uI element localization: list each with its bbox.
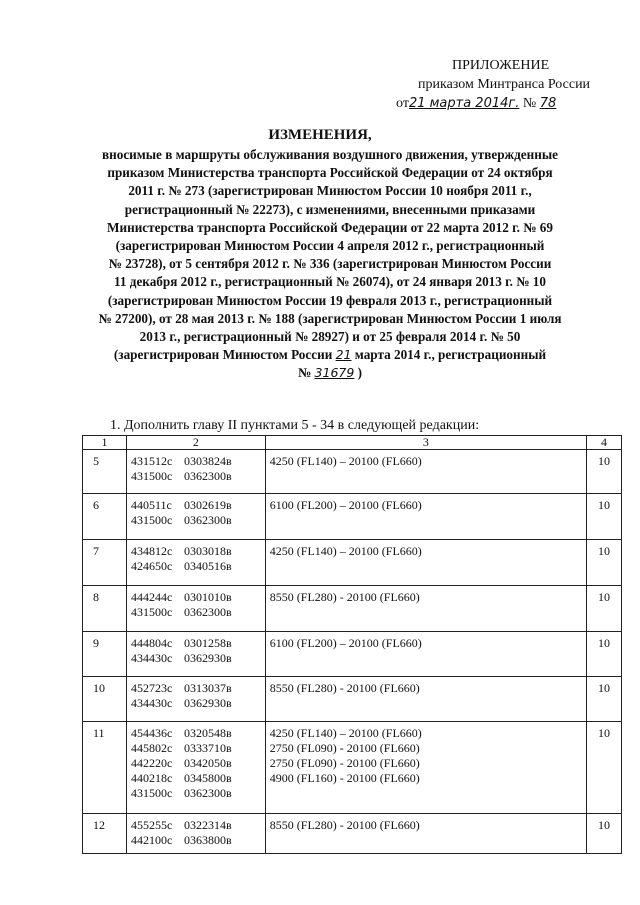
- header-col-4: 4: [587, 436, 622, 450]
- table-row: [83, 540, 622, 586]
- latitude: 424650с: [130, 559, 173, 573]
- longitude: 0301258в: [183, 636, 232, 650]
- subtitle-line: приказом Министерства транспорта Российской Федерации от 24 октября: [107, 165, 553, 181]
- route-point: [131, 786, 265, 801]
- handwritten-reg-number: 31679: [314, 365, 355, 381]
- date-prefix: от: [396, 96, 409, 111]
- row-number: 12: [83, 814, 127, 854]
- route-points-cell: [126, 540, 265, 586]
- route-point: [131, 605, 265, 620]
- longitude: 0342050в: [183, 756, 232, 770]
- route-width: 10: [587, 677, 622, 722]
- flight-levels-cell: [265, 586, 586, 632]
- route-point: [131, 833, 265, 848]
- flight-level: 6100 (FL200) – 20100 (FL660): [269, 636, 422, 650]
- longitude: 0362300в: [183, 469, 232, 483]
- number-prefix: №: [522, 96, 537, 111]
- flight-levels-cell: [265, 722, 586, 814]
- longitude: 0303824в: [183, 454, 232, 468]
- route-point: [131, 726, 265, 741]
- flight-levels-cell: [265, 450, 586, 494]
- row-number: 9: [83, 632, 127, 677]
- route-width: 10: [587, 722, 622, 814]
- latitude: 440218с: [130, 771, 173, 785]
- row-number: 10: [83, 677, 127, 722]
- header-col-2: 2: [126, 436, 265, 450]
- latitude: 442100с: [130, 833, 173, 847]
- subtitle-line: 11 декабря 2012 г., регистрационный № 26074), от 24 января 2013 г. № 10: [114, 274, 546, 290]
- route-point: [131, 756, 265, 771]
- row-number: 5: [83, 450, 127, 494]
- route-points-cell: [126, 494, 265, 540]
- route-point: [131, 454, 265, 469]
- longitude: 0362300в: [183, 786, 232, 800]
- subtitle-line: (зарегистрирован Минюстом России 4 апреля 2012 г., регистрационный: [115, 238, 545, 254]
- longitude: 0302619в: [183, 498, 232, 512]
- table-row: [83, 722, 622, 814]
- latitude: 431500с: [130, 513, 173, 527]
- route-points-cell: [126, 586, 265, 632]
- table-row: [83, 494, 622, 540]
- longitude: 0345800в: [183, 771, 232, 785]
- longitude: 0301010в: [183, 590, 232, 604]
- appendix-order-line: приказом Минтранса России: [418, 77, 591, 92]
- handwritten-date: 21 марта 2014г.: [408, 96, 520, 111]
- row-number: 11: [83, 722, 127, 814]
- route-point: [131, 590, 265, 605]
- route-point: [131, 469, 265, 484]
- route-width: 10: [587, 586, 622, 632]
- document-subtitle: [80, 146, 580, 383]
- subtitle-line: 2013 г., регистрационный № 28927) и от 25 февраля 2014 г. № 50: [139, 329, 521, 345]
- latitude: 434812с: [130, 544, 173, 558]
- header-col-1: 1: [83, 436, 127, 450]
- route-points-cell: [126, 722, 265, 814]
- subtitle-line-final: № 31679 ): [297, 365, 363, 381]
- latitude: 431500с: [130, 786, 173, 800]
- latitude: 442220с: [130, 756, 173, 770]
- flight-level: 6100 (FL200) – 20100 (FL660): [269, 498, 422, 512]
- route-point: [131, 771, 265, 786]
- route-point: [131, 696, 265, 711]
- route-point: [131, 544, 265, 559]
- route-width: 10: [587, 814, 622, 854]
- flight-level: 2750 (FL090) - 20100 (FL660): [269, 756, 420, 770]
- appendix-block: [396, 56, 591, 113]
- flight-level: 2750 (FL090) - 20100 (FL660): [269, 741, 420, 755]
- table-row: [83, 450, 622, 494]
- longitude: 0362930в: [183, 651, 232, 665]
- table-row: [83, 677, 622, 722]
- longitude: 0322314в: [183, 818, 232, 832]
- latitude: 452723с: [130, 681, 173, 695]
- latitude: 445802с: [130, 741, 173, 755]
- route-points-cell: [126, 632, 265, 677]
- flight-levels-cell: [265, 494, 586, 540]
- route-point: [131, 513, 265, 528]
- flight-level: 4250 (FL140) – 20100 (FL660): [269, 726, 422, 740]
- flight-levels-cell: [265, 632, 586, 677]
- flight-level: 4250 (FL140) – 20100 (FL660): [269, 454, 422, 468]
- route-point: [131, 651, 265, 666]
- subtitle-line: № 23728), от 5 сентября 2012 г. № 336 (зарегистрирован Минюстом России: [108, 256, 552, 272]
- item-heading: 1. Дополнить главу II пунктами 5 - 34 в следующей редакции:: [110, 418, 480, 433]
- subtitle-line: (зарегистрирован Минюстом России 19 февраля 2013 г., регистрационный: [107, 292, 553, 308]
- table-row: [83, 632, 622, 677]
- flight-levels-cell: [265, 814, 586, 854]
- route-points-cell: [126, 677, 265, 722]
- latitude: 431500с: [130, 469, 173, 483]
- handwritten-number: 78: [539, 96, 557, 111]
- document-title: ИЗМЕНЕНИЯ,: [268, 127, 372, 143]
- latitude: 431500с: [130, 605, 173, 619]
- row-number: 8: [83, 586, 127, 632]
- route-point: [131, 498, 265, 513]
- latitude: 454436с: [130, 726, 173, 740]
- subtitle-line: регистрационный № 22273), с изменениями, внесенными приказами: [124, 201, 536, 217]
- route-width: 10: [587, 632, 622, 677]
- latitude: 444804с: [130, 636, 173, 650]
- handwritten-day: 21: [335, 347, 352, 363]
- longitude: 0363800в: [183, 833, 232, 847]
- route-width: 10: [587, 540, 622, 586]
- row-number: 7: [83, 540, 127, 586]
- longitude: 0333710в: [183, 741, 232, 755]
- table-header-row: [83, 436, 622, 450]
- latitude: 444244с: [130, 590, 173, 604]
- table-row: [83, 586, 622, 632]
- longitude: 0340516в: [183, 559, 232, 573]
- flight-level: 4250 (FL140) – 20100 (FL660): [269, 544, 422, 558]
- route-point: [131, 559, 265, 574]
- latitude: 440511с: [130, 498, 172, 512]
- subtitle-line: 2011 г. № 273 (зарегистрирован Минюстом России 10 ноября 2011 г.,: [128, 183, 532, 199]
- flight-level: 4900 (FL160) - 20100 (FL660): [269, 771, 420, 785]
- latitude: 434430с: [130, 696, 173, 710]
- flight-level: 8550 (FL280) - 20100 (FL660): [269, 681, 420, 695]
- flight-levels-cell: [265, 540, 586, 586]
- route-point: [131, 681, 265, 696]
- route-width: 10: [587, 494, 622, 540]
- header-col-3: 3: [265, 436, 586, 450]
- flight-level: 8550 (FL280) - 20100 (FL660): [269, 818, 420, 832]
- subtitle-line: № 27200), от 28 мая 2013 г. № 188 (зарегистрирован Минюстом России 1 июля: [98, 310, 562, 326]
- table-row: [83, 814, 622, 854]
- latitude: 434430с: [130, 651, 173, 665]
- appendix-date-line: [396, 94, 590, 113]
- routes-table: [82, 435, 622, 854]
- longitude: 0362300в: [183, 605, 232, 619]
- route-point: [131, 818, 265, 833]
- longitude: 0362300в: [183, 513, 232, 527]
- subtitle-line: Министерства транспорта Российской Федерации от 22 марта 2012 г. № 69: [107, 219, 553, 235]
- subtitle-line-registration: (зарегистрирован Минюстом России 21 марта 2014 г., регистрационный: [113, 347, 547, 363]
- longitude: 0303018в: [183, 544, 232, 558]
- row-number: 6: [83, 494, 127, 540]
- route-point: [131, 741, 265, 756]
- subtitle-line: вносимые в маршруты обслуживания воздушного движения, утвержденные: [102, 147, 558, 162]
- appendix-title: ПРИЛОЖЕНИЕ: [452, 58, 550, 73]
- flight-levels-cell: [265, 677, 586, 722]
- latitude: 431512с: [130, 454, 173, 468]
- longitude: 0320548в: [183, 726, 232, 740]
- latitude: 455255с: [130, 818, 173, 832]
- route-width: 10: [587, 450, 622, 494]
- longitude: 0362930в: [183, 696, 232, 710]
- route-points-cell: [126, 450, 265, 494]
- route-points-cell: [126, 814, 265, 854]
- longitude: 0313037в: [183, 681, 232, 695]
- route-point: [131, 636, 265, 651]
- flight-level: 8550 (FL280) - 20100 (FL660): [269, 590, 420, 604]
